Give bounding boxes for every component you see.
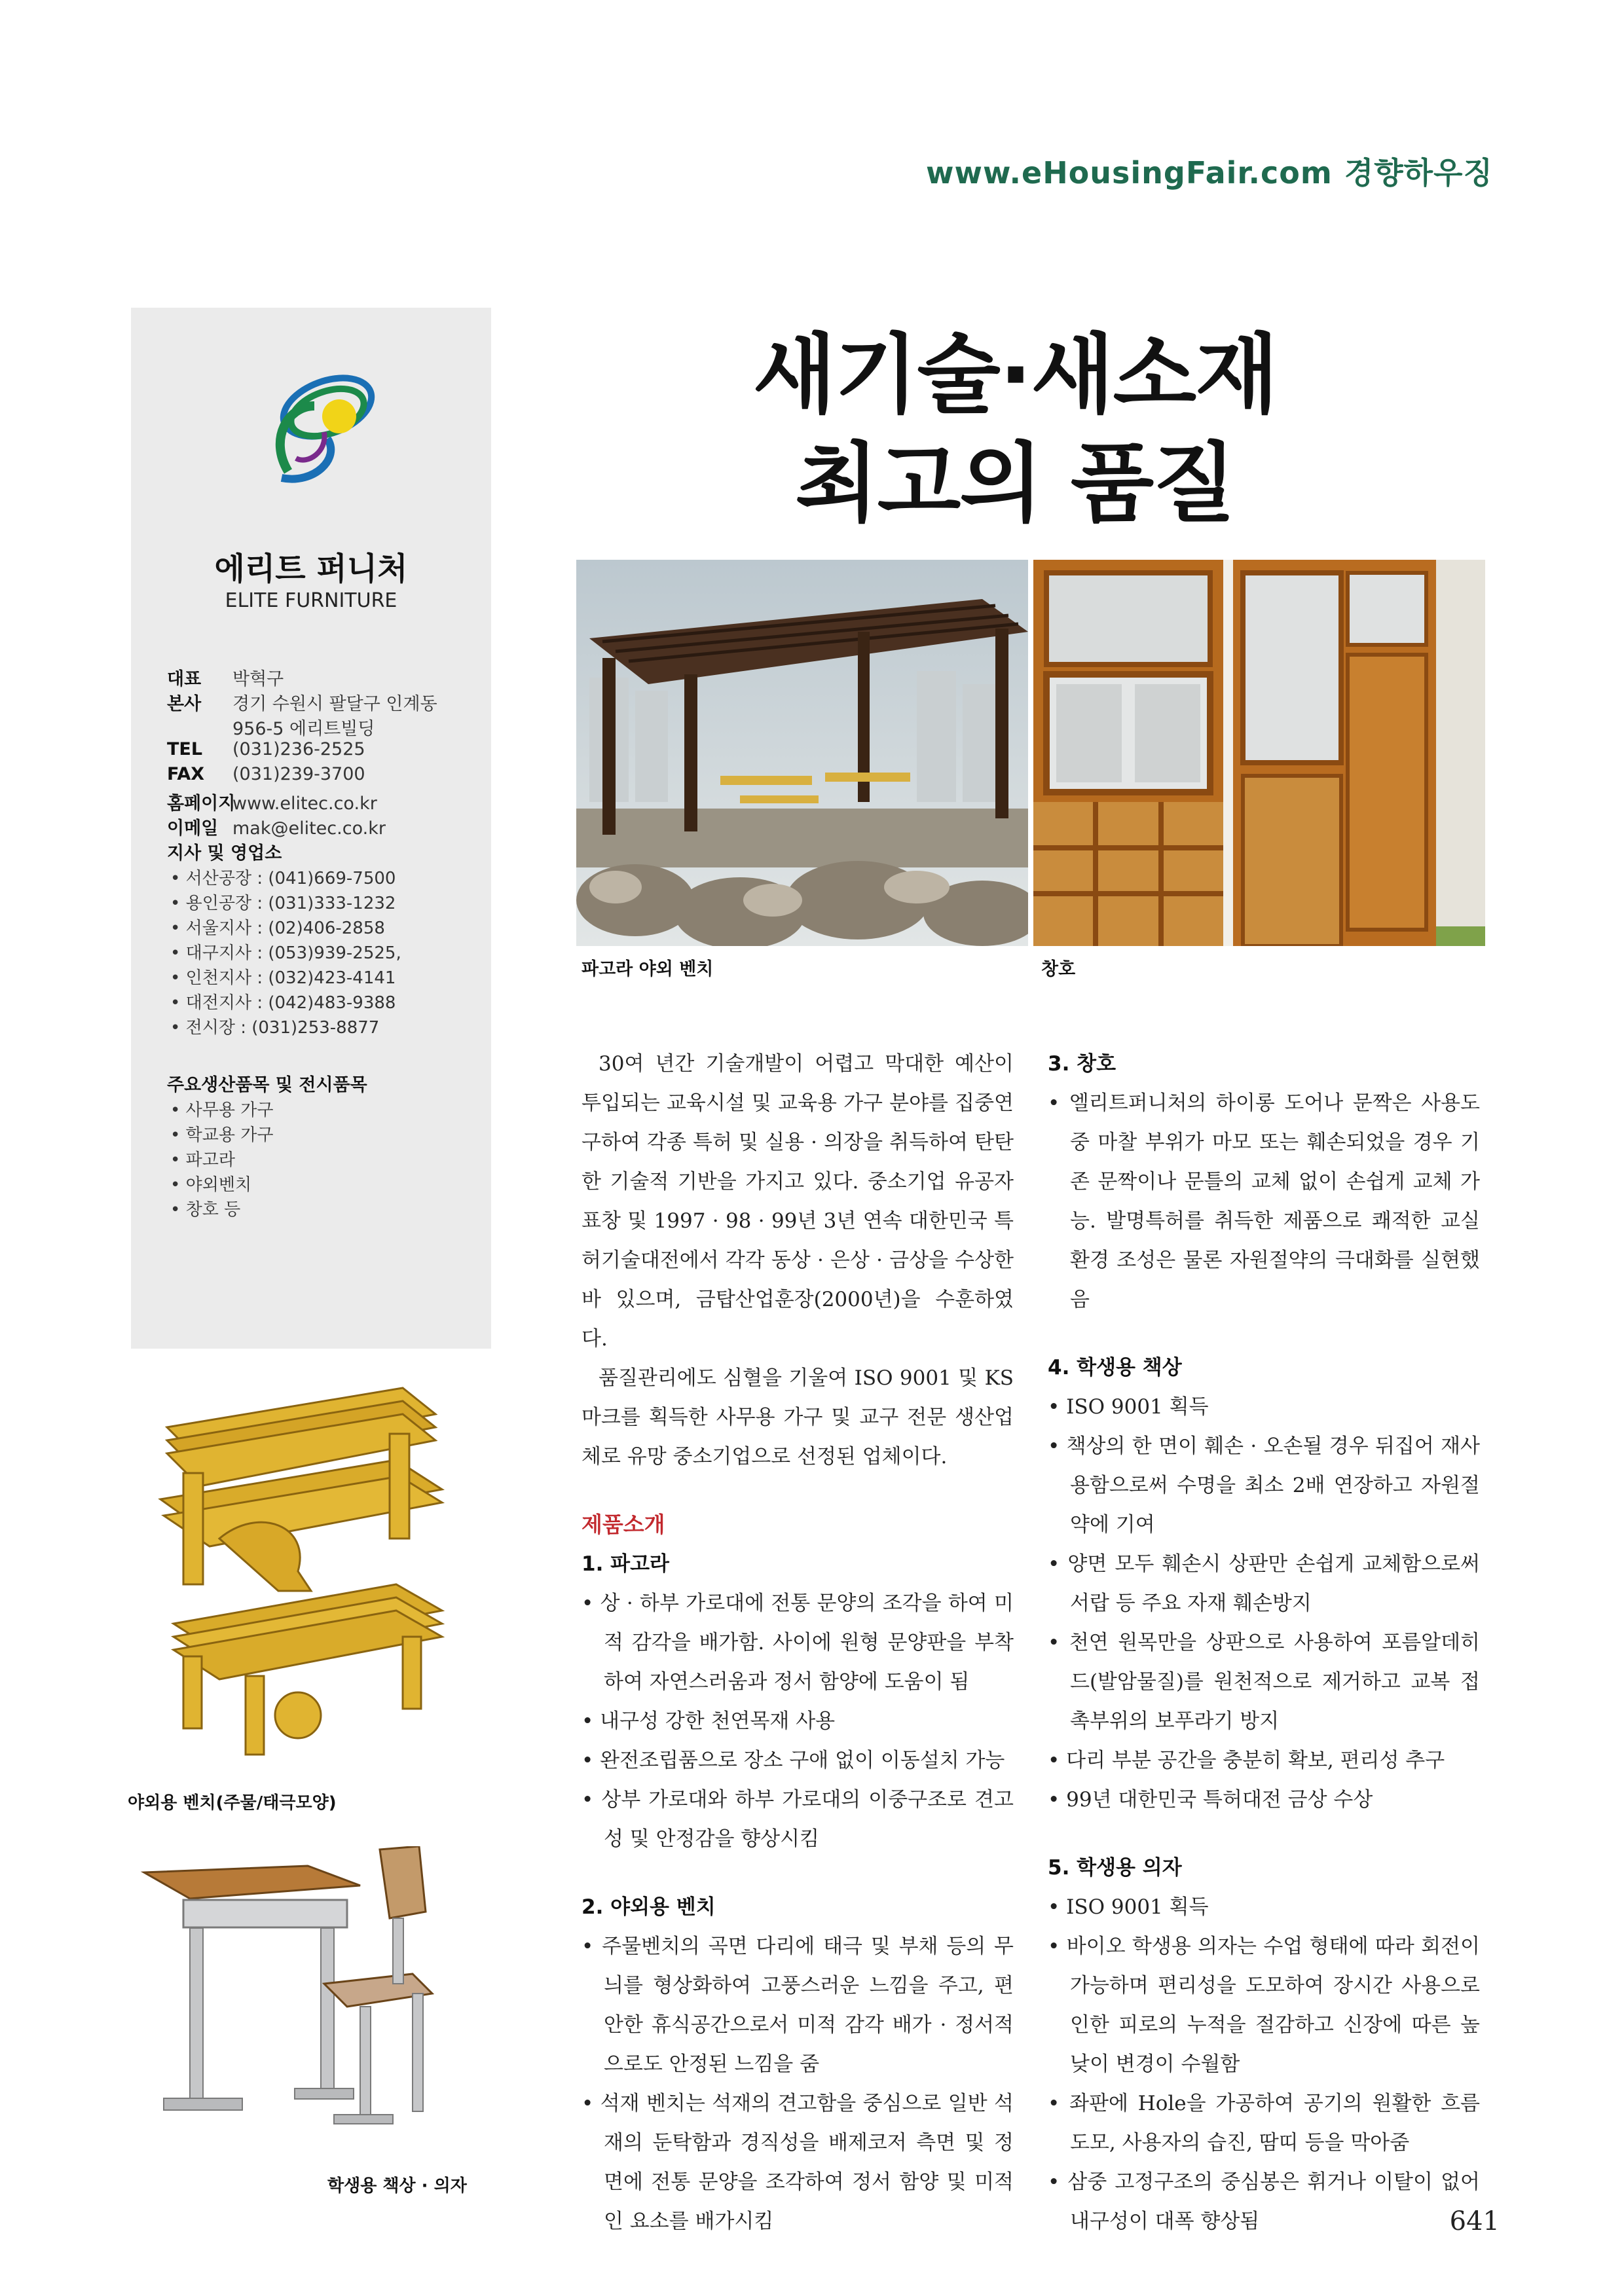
info-row-hq: 본사 경기 수원시 팔달구 인계동 — [167, 694, 437, 714]
product-item: • 학교용 가구 — [170, 1125, 274, 1145]
info-row-homepage: 홈페이지www.elitec.co.kr — [167, 793, 377, 814]
intro-paragraph-2: 품질관리에도 심혈을 기울여 ISO 9001 및 KS 마크를 획득한 사무용 가구 및 교구 전문 생산업체로 유망 중소기업으로 선정된 업체이다. — [581, 1366, 1014, 1468]
products-intro-heading: 제품소개 — [581, 1512, 665, 1537]
desk-bullet: • 다리 부분 공간을 충분히 확보, 편리성 추구 — [1048, 1741, 1480, 1780]
chair-bullet: • 바이오 학생용 의자는 수업 형태에 따라 회전이 가능하며 편리성을 도모하여 장시간 사용으로 인한 피로의 누적을 절감하고 신장에 따른 높낮이 변경이 수월함 — [1048, 1927, 1480, 2084]
branch-item: • 대전지사 : (042)483-9388 — [170, 993, 396, 1013]
desk-bullet: • ISO 9001 획득 — [1048, 1387, 1480, 1427]
company-name-korean: 에리트 퍼니처 — [214, 551, 408, 587]
desk-bullet: • 천연 원목만을 상판으로 사용하여 포름알데히드(발암물질)를 원천적으로 제거하고 교복 접촉부위의 보푸라기 방지 — [1048, 1623, 1480, 1741]
info-row-fax: FAX (031)239-3700 — [167, 764, 365, 784]
bench-caption: 야외용 벤치(주물/태극모양) — [128, 1793, 337, 1813]
section-pergola-title: 1. 파고라 — [581, 1552, 669, 1576]
chair-bullet: • ISO 9001 획득 — [1048, 1887, 1480, 1927]
chair-bullet: • 좌판에 Hole을 가공하여 공기의 원활한 흐름 도모, 사용자의 습진, 땀띠 등을 막아줌 — [1048, 2084, 1480, 2162]
window-photo — [1033, 560, 1485, 946]
article-column-left — [581, 1044, 1014, 2241]
desk-bullet: • 책상의 한 면이 훼손 · 오손될 경우 뒤집어 재사용함으로써 수명을 최소 2배 연장하고 자원절약에 기여 — [1048, 1427, 1480, 1544]
title-line-1: 새기술·새소재 — [752, 325, 1278, 426]
branch-item: • 서울지사 : (02)406-2858 — [170, 919, 385, 938]
product-item: • 창호 등 — [170, 1200, 241, 1220]
chair-bullet: • 삼중 고정구조의 중심봉은 휘거나 이탈이 없어 내구성이 대폭 향상됨 — [1048, 2162, 1480, 2241]
article-title — [589, 321, 1441, 538]
desk-bullet: • 양면 모두 훼손시 상판만 손쉽게 교체함으로써 서랍 등 주요 자재 훼손방지 — [1048, 1544, 1480, 1623]
pergola-caption: 파고라 야외 벤치 — [581, 959, 714, 979]
bench-bullet: • 석재 벤치는 석재의 견고함을 중심으로 일반 석재의 둔탁함과 경직성을 배제코저 측면 및 정면에 전통 문양을 조각하여 정서 함양 및 미적인 요소를 배가시킴 — [581, 2084, 1014, 2241]
section-chair-title: 5. 학생용 의자 — [1048, 1856, 1182, 1880]
magazine-brand: 경향하우징 — [1344, 155, 1493, 191]
company-logo-icon — [262, 360, 380, 491]
company-sidebar — [131, 308, 491, 1349]
info-row-tel: TEL (031)236-2525 — [167, 739, 365, 759]
window-caption: 창호 — [1041, 959, 1076, 979]
branch-item: • 전시장 : (031)253-8877 — [170, 1018, 380, 1038]
desk-bullet: • 99년 대한민국 특허대전 금상 수상 — [1048, 1780, 1480, 1819]
branch-item: • 서산공장 : (041)669-7500 — [170, 869, 396, 888]
page-number: 641 — [1449, 2206, 1500, 2236]
product-item: • 파고라 — [170, 1150, 235, 1170]
desk-chair-illustration — [138, 1846, 452, 2154]
info-row-ceo: 대표 박혁구 — [167, 669, 284, 689]
product-item: • 야외벤치 — [170, 1175, 252, 1195]
homepage-link[interactable]: www.elitec.co.kr — [232, 793, 377, 814]
email-link[interactable]: mak@elitec.co.kr — [232, 818, 386, 839]
title-line-2: 최고의 품질 — [795, 433, 1235, 534]
section-desk-title: 4. 학생용 책상 — [1048, 1356, 1182, 1379]
branch-item: • 인천지사 : (032)423-4141 — [170, 968, 396, 988]
intro-paragraph-1: 30여 년간 기술개발이 어렵고 막대한 예산이 투입되는 교육시설 및 교육용 가구 분야를 집중연구하여 각종 특허 및 실용 · 의장을 취득하여 탄탄한 기술적 기반을 가지고 있다. 중소기업 유공자 표창 및 1997 · 98 · 99년 3년 연속 대한민국 특허기술대전에서 각각 동상 · 은상 · 금상을 수상한 바 있으며, 금탑산업훈장(2000년)을 수훈하였다. — [581, 1052, 1014, 1351]
company-name-english: ELITE FURNITURE — [225, 589, 397, 612]
pergola-bullet: • 완전조립품으로 장소 구애 없이 이동설치 가능 — [581, 1741, 1014, 1780]
pergola-bullet: • 상 · 하부 가로대에 전통 문양의 조각을 하여 미적 감각을 배가함. 사이에 원형 문양판을 부착하여 자연스러움과 정서 함양에 도움이 됨 — [581, 1584, 1014, 1702]
branch-item: • 대구지사 : (053)939-2525, — [170, 943, 401, 963]
info-row-hq-2: 956-5 에리트빌딩 — [232, 719, 375, 739]
product-item: • 사무용 가구 — [170, 1101, 274, 1120]
branch-item: • 용인공장 : (031)333-1232 — [170, 894, 396, 913]
site-header — [904, 149, 1493, 192]
info-row-email: 이메일 mak@elitec.co.kr — [167, 818, 386, 839]
window-bullet: • 엘리트퍼니처의 하이롱 도어나 문짝은 사용도중 마찰 부위가 마모 또는 훼손되었을 경우 기존 문짝이나 문틀의 교체 없이 손쉽게 교체 가능. 발명특허를 취득한 제품으로 쾌적한 교실환경 조성은 물론 자원절약의 극대화를 실현했음 — [1048, 1084, 1480, 1319]
products-heading: 주요생산품목 및 전시품목 — [167, 1075, 367, 1095]
section-window-title: 3. 창호 — [1048, 1052, 1116, 1076]
pergola-photo — [576, 560, 1028, 946]
section-bench-title: 2. 야외용 벤치 — [581, 1895, 716, 1919]
desk-chair-caption: 학생용 책상 · 의자 — [327, 2176, 467, 2196]
site-url[interactable]: www.eHousingFair.com — [925, 155, 1333, 191]
branches-heading: 지사 및 영업소 — [167, 843, 282, 864]
bench-illustration — [147, 1375, 462, 1781]
pergola-bullet: • 내구성 강한 천연목재 사용 — [581, 1702, 1014, 1741]
article-column-right — [1048, 1044, 1480, 2241]
pergola-bullet: • 상부 가로대와 하부 가로대의 이중구조로 견고성 및 안정감을 향상시킴 — [581, 1780, 1014, 1859]
bench-bullet: • 주물벤치의 곡면 다리에 태극 및 부채 등의 무늬를 형상화하여 고풍스러운 느낌을 주고, 편안한 휴식공간으로서 미적 감각 배가 · 정서적으로도 안정된 느낌을 줌 — [581, 1927, 1014, 2084]
